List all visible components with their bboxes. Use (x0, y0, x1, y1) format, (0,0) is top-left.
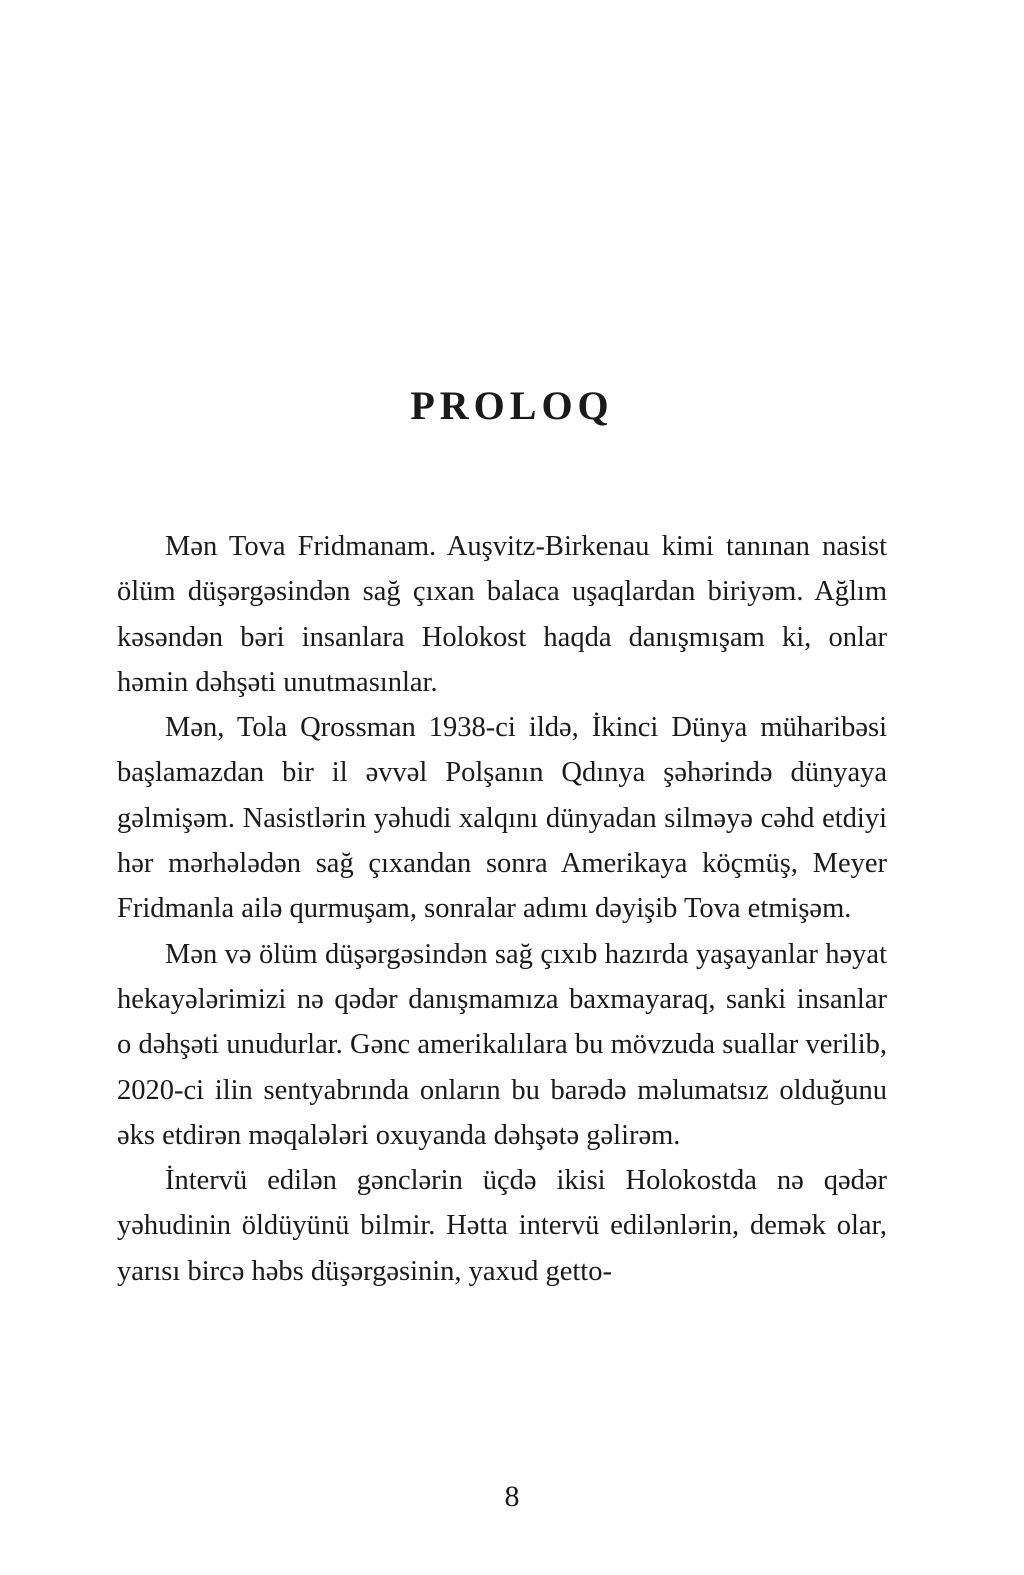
paragraph-2: Mən, Tola Qrossman 1938-ci ildə, İkinci Dünya müharibəsi başlamazdan bir il əvvəl Polşanın Qdınya şəhərində dünyaya gəlmişəm. Nasistlərin yəhudi xalqını dünyadan silməyə cəhd etdiyi hər mərhələdən sağ çıxandan sonra Amerikaya köçmüş, Meyer Fridmanla ailə qurmuşam, sonralar adımı dəyişib Tova etmişəm. (117, 712, 887, 925)
chapter-title: PROLOQ (410, 383, 614, 428)
paragraph-1: Mən Tova Fridmanam. Auşvitz-Birkenau kimi tanınan nasist ölüm düşərgəsindən sağ çıxan balaca uşaqlardan biriyəm. Ağlım kəsəndən bəri insanlara Holokost haqda danışmışam ki, onlar həmin dəhşəti unutmasınlar. (117, 531, 887, 698)
paragraph-3: Mən və ölüm düşərgəsindən sağ çıxıb hazırda yaşayanlar həyat hekayələrimizi nə qədər danışmamıza baxmayaraq, sanki insanlar o dəhşəti unudurlar. Gənc amerikalılara bu mövzuda suallar verilib, 2020-ci ilin sentyabrında onların bu barədə məlumatsız olduğunu əks etdirən məqalələri oxuyanda dəhşətə gəlirəm. (117, 938, 887, 1151)
chapter-body (117, 524, 887, 1294)
paragraph-4: İntervü edilən gənclərin üçdə ikisi Holokostda nə qədər yəhudinin öldüyünü bilmir. Hətta intervü edilənlərin, demək olar, yarısı bircə həbs düşərgəsinin, yaxud getto- (117, 1165, 887, 1287)
page-number: 8 (504, 1480, 520, 1513)
